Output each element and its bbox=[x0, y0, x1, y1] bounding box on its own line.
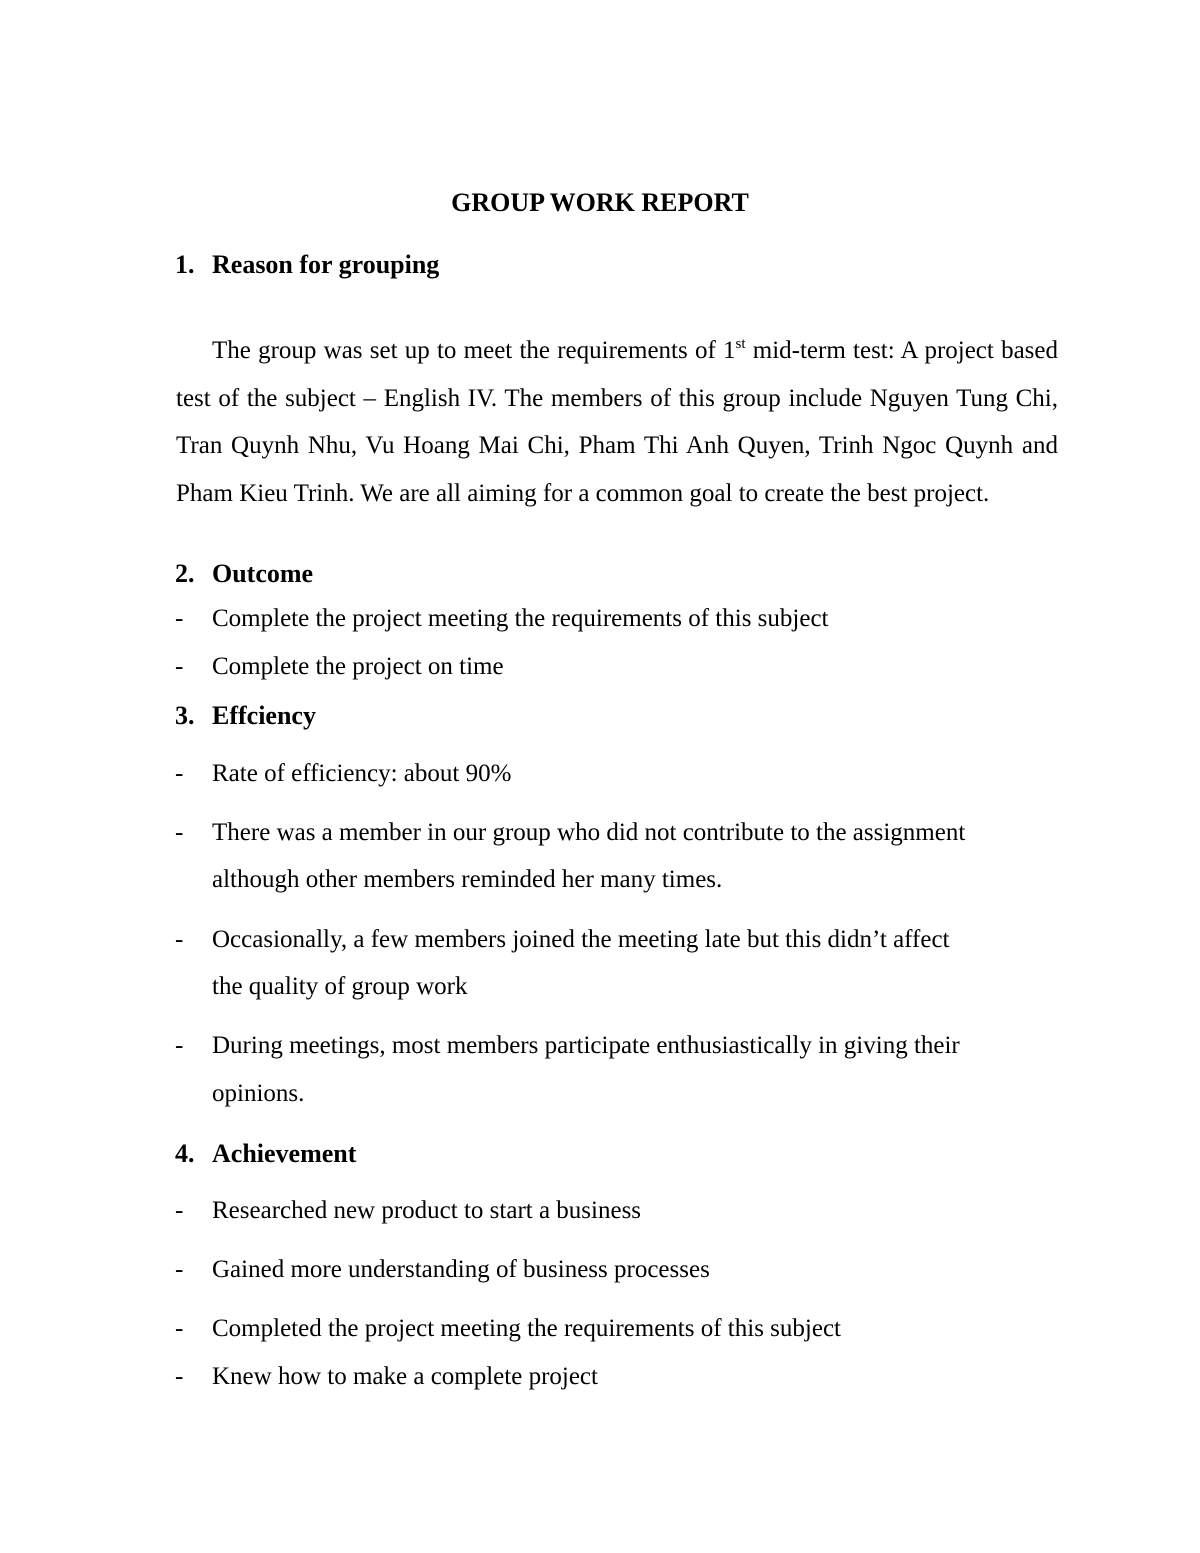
list-item bbox=[175, 1315, 841, 1343]
bullet-dash: - bbox=[175, 760, 184, 787]
bullet-text: Complete the project meeting the requirements of this subject bbox=[212, 605, 829, 632]
section-title: Effciency bbox=[212, 701, 316, 730]
bullet-text: Occasionally, a few members joined the meeting late but this didn’t affect bbox=[212, 926, 950, 953]
bullet-dash: - bbox=[175, 1197, 184, 1224]
list-item bbox=[175, 760, 511, 788]
section-heading-achievement bbox=[175, 1139, 356, 1169]
bullet-text: Complete the project on time bbox=[212, 653, 504, 680]
section-heading-efficiency bbox=[175, 701, 316, 731]
section-number: 1. bbox=[175, 250, 195, 279]
bullet-text: Completed the project meeting the requirements of this subject bbox=[212, 1315, 841, 1342]
list-item bbox=[175, 653, 504, 681]
bullet-text: During meetings, most members participate enthusiastically in giving their bbox=[212, 1032, 960, 1059]
bullet-text: Knew how to make a complete project bbox=[212, 1363, 598, 1390]
paragraph-text-start: The group was set up to meet the requirements of 1 bbox=[212, 337, 736, 364]
section-heading-outcome bbox=[175, 559, 313, 589]
section-number: 4. bbox=[175, 1139, 195, 1168]
paragraph-text-rest: mid-term test: A project based test of the subject – English IV. The members of this group include Nguyen Tung Chi, Tran Quynh Nhu, Vu Hoang Mai Chi, Pham Thi Anh Quyen, Trinh Ngoc Quynh and Pham Kieu Trinh. We are all aiming for a common goal to create the best project. bbox=[176, 337, 1059, 507]
bullet-dash: - bbox=[175, 653, 184, 680]
bullet-text: Gained more understanding of business processes bbox=[212, 1256, 710, 1283]
bullet-dash: - bbox=[175, 819, 184, 846]
list-item bbox=[175, 1032, 960, 1060]
section-number: 3. bbox=[175, 701, 195, 730]
bullet-dash: - bbox=[175, 926, 184, 953]
section-title: Reason for grouping bbox=[212, 250, 440, 279]
bullet-continuation: the quality of group work bbox=[212, 973, 468, 1000]
bullet-continuation: opinions. bbox=[212, 1080, 305, 1107]
bullet-text: There was a member in our group who did not contribute to the assignment bbox=[212, 819, 966, 846]
bullet-text: Rate of efficiency: about 90% bbox=[212, 760, 512, 787]
reason-paragraph bbox=[176, 327, 1058, 517]
list-item bbox=[175, 1197, 641, 1225]
ordinal-suffix: st bbox=[735, 335, 746, 352]
bullet-dash: - bbox=[175, 605, 184, 632]
bullet-continuation: although other members reminded her many times. bbox=[212, 866, 723, 893]
list-item bbox=[175, 1363, 598, 1391]
list-item bbox=[175, 926, 950, 954]
list-item bbox=[175, 605, 829, 633]
section-title: Outcome bbox=[212, 559, 314, 588]
list-item bbox=[175, 1256, 710, 1284]
report-title: GROUP WORK REPORT bbox=[451, 188, 749, 217]
list-item bbox=[175, 819, 965, 847]
bullet-dash: - bbox=[175, 1363, 184, 1390]
section-title: Achievement bbox=[212, 1139, 357, 1168]
bullet-dash: - bbox=[175, 1032, 184, 1059]
section-number: 2. bbox=[175, 559, 195, 588]
section-heading-reason bbox=[175, 250, 439, 280]
bullet-text: Researched new product to start a business bbox=[212, 1197, 642, 1224]
bullet-dash: - bbox=[175, 1315, 184, 1342]
bullet-dash: - bbox=[175, 1256, 184, 1283]
